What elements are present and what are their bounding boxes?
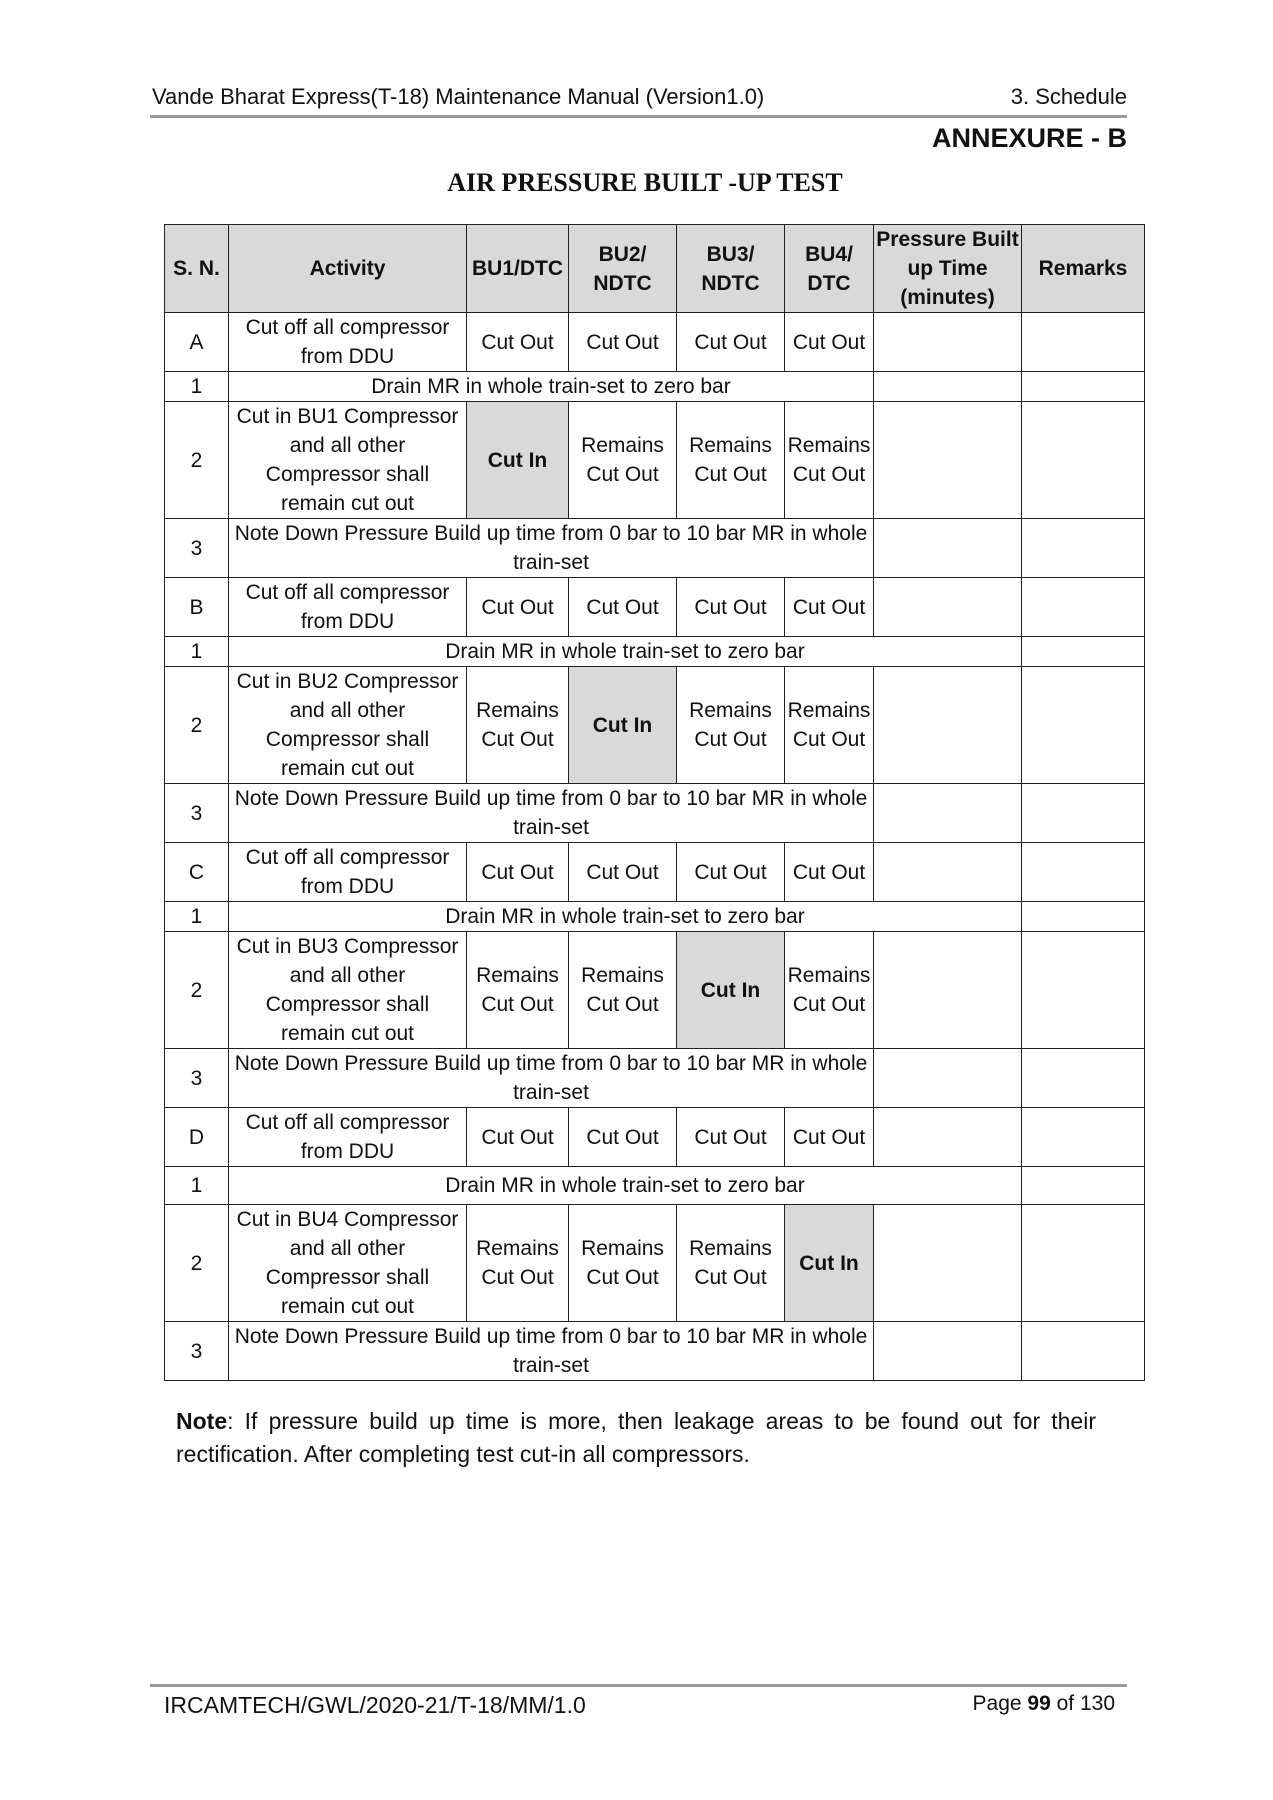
table-row [165,519,1145,578]
page-current: 99 [1027,1692,1051,1715]
bu2-cell: Cut Out [569,578,677,637]
bu2-cell: Cut Out [569,843,677,902]
bu4-cell: Cut Out [785,843,874,902]
bu4-cell: Remains Cut Out [785,402,874,519]
pressure-time-cell [874,1108,1022,1167]
note-down-cell: Note Down Pressure Build up time from 0 bar to 10 bar MR in whole train-set [229,1322,874,1381]
remarks-cell [1022,902,1145,932]
table-row [165,1167,1145,1205]
sn-cell: 1 [165,372,229,402]
remarks-cell [1022,843,1145,902]
sn-cell: 1 [165,637,229,667]
bu4-cell: Remains Cut Out [785,932,874,1049]
table-row [165,372,1145,402]
annexure-label: ANNEXURE - B [931,123,1127,153]
bu1-cell: Remains Cut Out [467,667,569,784]
sn-cell: 3 [165,1322,229,1381]
pressure-time-cell [874,372,1022,402]
table-row [165,902,1145,932]
bu1-cell: Remains Cut Out [467,1205,569,1322]
running-header-section: 3. Schedule [1010,84,1127,109]
remarks-cell [1022,1167,1145,1205]
table-row [165,1205,1145,1322]
table-row [165,1108,1145,1167]
bu4-cell: Cut Out [785,578,874,637]
table-row [165,932,1145,1049]
drain-cell: Drain MR in whole train-set to zero bar [229,372,874,402]
pressure-time-cell [874,1049,1022,1108]
activity-cell: Cut off all compressor from DDU [229,843,467,902]
activity-cell: Cut in BU3 Compressor and all other Compressor shall remain cut out [229,932,467,1049]
remarks-cell [1022,1322,1145,1381]
bu3-cell: Cut Out [677,578,785,637]
bu1-cell: Cut Out [467,843,569,902]
bu3-cell: Cut Out [677,313,785,372]
sn-cell: 3 [165,519,229,578]
remarks-cell [1022,578,1145,637]
remarks-cell [1022,784,1145,843]
sn-cell: 1 [165,1167,229,1205]
table-row [165,784,1145,843]
sn-cell: C [165,843,229,902]
table-row [165,578,1145,637]
remarks-cell [1022,1108,1145,1167]
table-row [165,1322,1145,1381]
page-prefix: Page [972,1692,1022,1715]
remarks-cell [1022,1205,1145,1322]
header-sn: S. N. [165,225,229,313]
note-label: Note [176,1408,228,1434]
note-down-cell: Note Down Pressure Build up time from 0 bar to 10 bar MR in whole train-set [229,784,874,843]
table-row [165,667,1145,784]
bu3-cell: Cut Out [677,1108,785,1167]
sn-cell: 3 [165,784,229,843]
remarks-cell [1022,372,1145,402]
header-bu4: BU4/ DTC [785,225,874,313]
note-down-cell: Note Down Pressure Build up time from 0 bar to 10 bar MR in whole train-set [229,1049,874,1108]
table-header-row [165,225,1145,313]
bu3-cell: Remains Cut Out [677,402,785,519]
remarks-cell [1022,1049,1145,1108]
drain-cell: Drain MR in whole train-set to zero bar [229,637,1022,667]
running-header-title: Vande Bharat Express(T-18) Maintenance Manual (Version1.0) [152,84,765,109]
pressure-time-cell [874,519,1022,578]
remarks-cell [1022,667,1145,784]
header-bu3: BU3/ NDTC [677,225,785,313]
bu3-cell: Cut In [677,932,785,1049]
header-divider [150,115,1127,118]
bu2-cell: Remains Cut Out [569,932,677,1049]
remarks-cell [1022,313,1145,372]
table-row [165,843,1145,902]
remarks-cell [1022,637,1145,667]
header-pressure-time: Pressure Built up Time (minutes) [874,225,1022,313]
sn-cell: 2 [165,402,229,519]
pressure-time-cell [874,932,1022,1049]
bu4-cell: Cut Out [785,313,874,372]
footer-divider [150,1684,1127,1687]
table-row [165,402,1145,519]
header-activity: Activity [229,225,467,313]
table-row [165,637,1145,667]
activity-cell: Cut off all compressor from DDU [229,1108,467,1167]
header-remarks: Remarks [1022,225,1145,313]
pressure-time-cell [874,313,1022,372]
remarks-cell [1022,519,1145,578]
activity-cell: Cut in BU1 Compressor and all other Compressor shall remain cut out [229,402,467,519]
bu1-cell: Cut In [467,402,569,519]
activity-cell: Cut in BU2 Compressor and all other Compressor shall remain cut out [229,667,467,784]
sn-cell: A [165,313,229,372]
note-paragraph [176,1405,1096,1471]
air-pressure-test-table [164,224,1145,1381]
pressure-time-cell [874,402,1022,519]
pressure-time-cell [874,667,1022,784]
pressure-time-cell [874,578,1022,637]
sn-cell: 2 [165,932,229,1049]
sn-cell: B [165,578,229,637]
drain-cell: Drain MR in whole train-set to zero bar [229,902,1022,932]
pressure-time-cell [874,1322,1022,1381]
pressure-time-cell [874,1205,1022,1322]
pressure-time-cell [874,843,1022,902]
table-row [165,313,1145,372]
table-row [165,1049,1145,1108]
page-title: AIR PRESSURE BUILT -UP TEST [447,168,843,197]
document-code: IRCAMTECH/GWL/2020-21/T-18/MM/1.0 [164,1692,586,1718]
header-bu2: BU2/ NDTC [569,225,677,313]
note-text: : If pressure build up time is more, then leakage areas to be found out for their rectification. After completing test cut-in all compressors. [176,1408,1096,1467]
activity-cell: Cut off all compressor from DDU [229,578,467,637]
remarks-cell [1022,932,1145,1049]
bu3-cell: Remains Cut Out [677,667,785,784]
activity-cell: Cut off all compressor from DDU [229,313,467,372]
pressure-time-cell [874,784,1022,843]
sn-cell: 2 [165,1205,229,1322]
header-bu1: BU1/DTC [467,225,569,313]
drain-cell: Drain MR in whole train-set to zero bar [229,1167,1022,1205]
bu1-cell: Cut Out [467,313,569,372]
bu4-cell: Cut In [785,1205,874,1322]
bu1-cell: Cut Out [467,578,569,637]
sn-cell: 1 [165,902,229,932]
activity-cell: Cut in BU4 Compressor and all other Compressor shall remain cut out [229,1205,467,1322]
bu3-cell: Cut Out [677,843,785,902]
sn-cell: 2 [165,667,229,784]
bu2-cell: Cut In [569,667,677,784]
bu4-cell: Remains Cut Out [785,667,874,784]
bu1-cell: Cut Out [467,1108,569,1167]
note-down-cell: Note Down Pressure Build up time from 0 bar to 10 bar MR in whole train-set [229,519,874,578]
page-number [973,1692,1115,1716]
sn-cell: 3 [165,1049,229,1108]
page-total: of 130 [1056,1692,1115,1715]
bu2-cell: Remains Cut Out [569,1205,677,1322]
remarks-cell [1022,402,1145,519]
bu3-cell: Remains Cut Out [677,1205,785,1322]
bu1-cell: Remains Cut Out [467,932,569,1049]
sn-cell: D [165,1108,229,1167]
bu4-cell: Cut Out [785,1108,874,1167]
bu2-cell: Cut Out [569,1108,677,1167]
bu2-cell: Cut Out [569,313,677,372]
bu2-cell: Remains Cut Out [569,402,677,519]
